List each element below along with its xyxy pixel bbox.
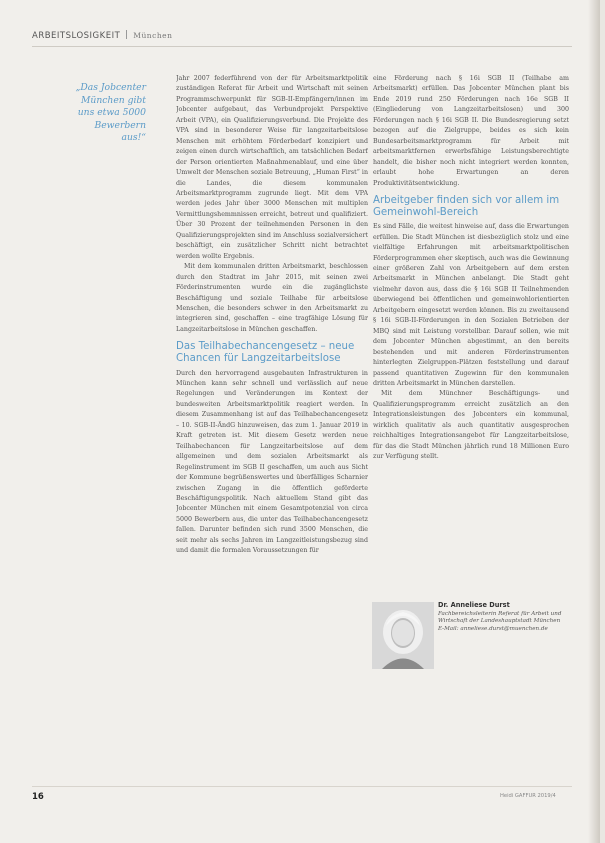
header-rule [32, 46, 572, 47]
section-title: ARBEITSLOSIGKEIT [32, 31, 121, 41]
paragraph: Durch den hervorragend ausgebauten Infrastrukturen in München kann sehr schnell und verlässlich auf neue Regelungen und Veränderungen im Kontext der bundesweiten Arbeitsmarktpolitik reagiert werden. In diesem Zusammenhang ist auf das Teilhabechancengesetz – 10. SGB-II-ÄndG hinzuweisen, das zum 1. Januar 2019 in Kraft getreten ist. Mit diesem Gesetz werden neue Teilhabechancen für Langzeitarbeitslose auf dem allgemeinen und dem sozialen Arbeitsmarkt als Regelinstrument im SGB II geschaffen, um auch aus Sicht der Kommune begrüßenswertes und überfälliges Scharnier zwischen Zugang in die öffentlich geförderte Beschäftigungspolitik. Nach aktuellem Stand gibt das Jobcenter München mit einem Gesamtpotenzial von circa 5000 Bewerbern aus, die unter das Teilhabechancengesetz fallen. Darunter befinden sich rund 3500 Menschen, die seit mehr als sechs Jahren im Langzeitleistungsbezug sind und damit die formalen Voraussetzungen für [176, 369, 368, 555]
pull-quote: „Das Jobcenter München gibt uns etwa 5000 Bewerbern aus!“ [75, 82, 146, 144]
section-topic: München [133, 31, 173, 40]
header-separator [126, 30, 127, 39]
paragraph: Jahr 2007 federführend von der für Arbeitsmarktpolitik zuständigen Referat für Arbeit und Wirtschaft mit seinen Programmschwerpunkt für SGB-II-Empfängern/innen im Jobcenter aufgebaut, das Verbundprojekt Perspektive Arbeit (VPA), ein Qualifizierungsverbund. Die Projekte des VPA sind in besonderer Weise für langzeitarbeitslose Menschen mit erhöhtem Förderbedarf konzipiert und zeigen einen durch wirtschaftlich, am tatsächlichen Bedarf der Person orientierten Maßnahmenablauf, und eine über Umwelt der Menschen soziale Betreuung, „Human First“ in die Landes, die diesem kommunalen Arbeitsmarktprogramm zugrunde liegt. Mit dem VPA werden jedes Jahr über 3000 Menschen mit multiplen Vermittlungshemmnissen erreicht, betreut und qualifiziert. Über 30 Prozent der teilnehmenden Personen in den Qualifizierungsprojekten sind im Anschluss sozialversichert beschäftigt, ein zusätzlicher Schritt nicht betrachtet werden wollte Ergebnis. [176, 75, 368, 260]
binding-shadow [588, 0, 600, 843]
author-photo [372, 602, 434, 669]
text-column-2 [373, 74, 569, 579]
running-header [32, 30, 172, 44]
author-name: Dr. Anneliese Durst [438, 601, 510, 609]
author-info [438, 602, 570, 633]
paragraph: eine Förderung nach § 16i SGB II (Teilhabe am Arbeitsmarkt) erfüllen. Das Jobcenter München plant bis Ende 2019 rund 250 Förderungen nach 16e SGB II (Eingliederung von Langzeitarbeitslosen) und 300 Förderungen nach § 16i SGB II. Die Bundesregierung setzt bezogen auf die Zielgruppe, beides es sich kein Bundesarbeitsmarktprogramm für Arbeit mit arbeitsmarktfernen erwerbsfähige Leistungsberechtigte handelt, die bisher noch nicht integriert werden konnten, erlaubt hohe Erwartungen an deren Produktivitätsentwicklung. [373, 75, 569, 187]
author-role: Fachbereichsleiterin Referat für Arbeit und Wirtschaft der Landeshauptstadt München [438, 610, 562, 625]
author-email: E-Mail: anneliese.durst@muenchen.de [438, 625, 548, 632]
footer-rule [32, 786, 572, 787]
portrait-image [372, 602, 434, 669]
paragraph: Mit dem kommunalen dritten Arbeitsmarkt, beschlossen durch den Stadtrat im Jahr 2015, mit seinen zwei Förderinstrumenten wurde ein die zugänglichste Beschäftigung und soziale Teilhabe für arbeitslose Menschen, die besonders schwer in den Arbeitsmarkt zu integrieren sind, geschaffen – eine tragfähige Lösung für Langzeitarbeitslose in München geschaffen. [176, 263, 368, 333]
paragraph: Es sind Fälle, die weitest hinweise auf, dass die Erwartungen erfüllen. Die Stadt München ist diesbezüglich stolz und eine vielfältige Erfahrungen mit arbeitsmarktpolitischen Förderprogrammen eher skeptisch, auch was die Gewinnung einer größeren Zahl von Arbeitgebern auf dem ersten Arbeitsmarkt in München anbelangt. Die Stadt geht vielmehr davon aus, dass die § 16i SGB II Teilnehmenden überwiegend bei öffentlichen und gemeinwohlorientierten Arbeitgebern eingesetzt werden können. Bis zu zweitausend § 16i SGB-II-Förderungen in den Sozialen Betrieben der MBQ sind mit Leistung vorstellbar. Darauf sollen, wie mit dem Jobcenter München abgestimmt, an den bereits bestehenden und mit anderen Förderinstrumenten hinterlegten Zielgruppen-Plätzen feststellung und darauf passend quantitativen Zugewinn für den kommunalen dritten Arbeitsmarkt in München darstellen. [373, 223, 569, 387]
publication-footer: Heidi GAFFUR 2019/4 [500, 793, 556, 799]
paragraph: Mit dem Münchner Beschäftigungs- und Qualifizierungsprogramm erreicht zusätzlich an den Integrationsleistungen des Jobcenters ein kommunal, wirklich qualitativ als auch quantitativ ausgesprochen reichhaltiges Integrationsangebot für Langzeitarbeitslose, für das die Stadt München jährlich rund 18 Millionen Euro zur Verfügung stellt. [373, 390, 569, 461]
subheading: Arbeitgeber finden sich vor allem im Gemeinwohl-Bereich [373, 194, 560, 218]
subheading: Das Teilhabechancengesetz – neue Chancen für Langzeitarbeitslose [176, 341, 355, 364]
author-box [372, 602, 572, 672]
page-number: 16 [32, 792, 44, 802]
text-column-1 [176, 74, 368, 784]
